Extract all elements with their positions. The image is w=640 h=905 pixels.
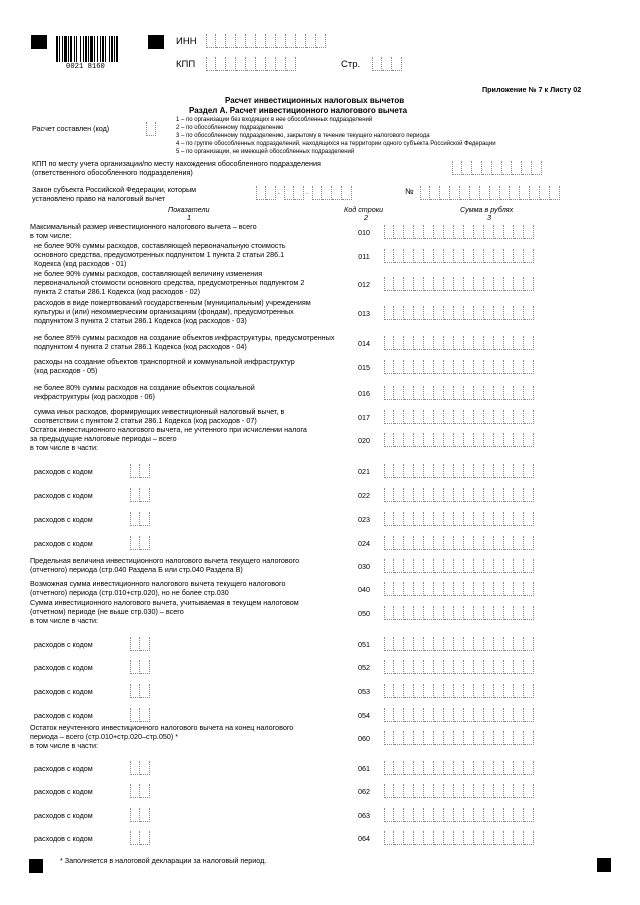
corner-marker-bottom-left <box>29 859 43 873</box>
row-code: 030 <box>358 562 370 571</box>
expense-code-field[interactable] <box>130 637 150 651</box>
row-label: подпунктом 3 пункта 2 статьи 286.1 Кодекса (код расходов - 03) <box>34 316 247 325</box>
corner-marker-top-left <box>31 35 47 49</box>
row-code: 052 <box>358 663 370 672</box>
expense-code-field[interactable] <box>130 660 150 674</box>
row-code: 011 <box>358 252 370 261</box>
sum-field[interactable] <box>384 336 534 350</box>
row-label: расходов с кодом <box>34 640 93 649</box>
row-code: 017 <box>358 413 370 422</box>
col-number-3: 3 <box>487 213 491 222</box>
calc-type-option-4: 4 – по группе обособленных подразделений, находящихся на территории одного субъекта Российской Федерации <box>176 141 496 147</box>
row-label: первоначальной стоимости основного средства, предусмотренных подпунктом 2 <box>34 278 305 287</box>
expense-code-field[interactable] <box>130 488 150 502</box>
row-label: периода – всего (стр.010+стр.020–стр.050) * <box>30 732 179 741</box>
sum-field[interactable] <box>384 536 534 550</box>
row-code: 060 <box>358 734 370 743</box>
kpp-label: КПП <box>176 59 196 70</box>
sum-field[interactable] <box>384 831 534 845</box>
sum-field[interactable] <box>384 708 534 722</box>
row-label: в том числе в части: <box>30 443 98 452</box>
row-label: Остаток инвестиционного налогового вычета, не учтенного при исчислении налога <box>30 425 307 434</box>
row-code: 040 <box>358 585 370 594</box>
row-label: (отчетного) периода (стр.010+стр.020), но не более стр.030 <box>30 587 229 597</box>
row-label: расходы на создание объектов транспортной и коммунальной инфраструктур <box>34 356 295 366</box>
row-code: 015 <box>358 363 370 372</box>
sum-field[interactable] <box>384 306 534 320</box>
sum-field[interactable] <box>384 410 534 424</box>
row-label: не более 80% суммы расходов на создание объектов социальной <box>34 382 255 392</box>
row-label: сумма иных расходов, формирующих инвестиционный налоговый вычет, в <box>34 406 285 416</box>
row-code: 051 <box>358 640 370 649</box>
kpp-field[interactable] <box>206 57 296 71</box>
expense-code-field[interactable] <box>130 684 150 698</box>
sum-field[interactable] <box>384 386 534 400</box>
sum-field[interactable] <box>384 360 534 374</box>
row-label: не более 90% суммы расходов, составляющей величину изменения <box>34 269 263 278</box>
row-code: 024 <box>358 539 370 548</box>
kpp-place-field[interactable] <box>452 161 542 175</box>
calc-type-option-5: 5 – по организации, не имеющей обособленных подразделений <box>176 149 355 155</box>
row-code: 020 <box>358 436 370 445</box>
row-label: в том числе в части: <box>30 616 98 625</box>
row-label: инфраструктуры (код расходов - 06) <box>34 391 155 401</box>
expense-code-field[interactable] <box>130 464 150 478</box>
calc-type-option-1: 1 – по организации без входящих в нее обособленных подразделений <box>176 117 373 123</box>
sum-field[interactable] <box>384 606 534 620</box>
barcode-icon <box>56 36 136 62</box>
row-label: Возможная сумма инвестиционного налогового вычета текущего налогового <box>30 578 286 588</box>
row-label: расходов с кодом <box>34 467 93 476</box>
sum-field[interactable] <box>384 784 534 798</box>
row-code: 062 <box>358 787 370 796</box>
section-title: Раздел А. Расчет инвестиционного налогового вычета <box>189 106 408 115</box>
row-code: 053 <box>358 687 370 696</box>
sum-field[interactable] <box>384 249 534 263</box>
barcode-number: 0021 8160 <box>66 63 105 71</box>
date-separator: . <box>306 187 308 196</box>
sum-field[interactable] <box>384 559 534 573</box>
row-label: расходов с кодом <box>34 834 93 843</box>
row-label: в том числе в части: <box>30 741 98 750</box>
row-code: 050 <box>358 609 370 618</box>
sum-field[interactable] <box>384 637 534 651</box>
sum-field[interactable] <box>384 225 534 239</box>
expense-code-field[interactable] <box>130 708 150 722</box>
expense-code-field[interactable] <box>130 761 150 775</box>
row-label: в том числе: <box>30 230 72 240</box>
sum-field[interactable] <box>384 808 534 822</box>
sum-field[interactable] <box>384 660 534 674</box>
row-label: расходов с кодом <box>34 711 93 720</box>
corner-marker-bottom-right <box>597 858 611 872</box>
row-label: не более 85% суммы расходов на создание объектов инфраструктуры, предусмотренных <box>34 332 335 342</box>
law-date-day[interactable] <box>256 186 276 200</box>
row-code: 013 <box>358 309 370 318</box>
row-label: расходов с кодом <box>34 491 93 500</box>
calc-type-option-2: 2 – по обособленному подразделению <box>176 125 284 131</box>
row-label: подпунктом 4 пункта 2 статьи 286.1 Кодекса (код расходов - 04) <box>34 341 247 351</box>
page-number-field[interactable] <box>372 57 402 71</box>
sum-field[interactable] <box>384 464 534 478</box>
law-number-label: № <box>405 187 414 196</box>
calc-type-option-3: 3 – по обособленному подразделению, закрытому в течение текущего налогового периода <box>176 133 430 139</box>
row-code: 063 <box>358 811 370 820</box>
row-label: (отчетного) периода (стр.040 Раздела Б или стр.040 Раздела В) <box>30 564 243 574</box>
row-label: расходов с кодом <box>34 515 93 524</box>
row-label: расходов с кодом <box>34 687 93 696</box>
row-label: расходов с кодом <box>34 811 93 820</box>
inn-label: ИНН <box>176 36 197 47</box>
sum-field[interactable] <box>384 512 534 526</box>
row-code: 023 <box>358 515 370 524</box>
row-label: не более 90% суммы расходов, составляющей первоначальную стоимость <box>34 241 286 250</box>
sum-field[interactable] <box>384 761 534 775</box>
row-label: расходов в виде пожертвований государственным (муниципальным) учреждениям <box>34 298 311 307</box>
row-code: 014 <box>358 339 370 348</box>
date-separator: . <box>278 187 280 196</box>
row-code: 021 <box>358 467 370 476</box>
row-code: 022 <box>358 491 370 500</box>
kpp-place-label-2: (ответственного обособленного подразделения) <box>32 168 193 177</box>
row-label: расходов с кодом <box>34 663 93 672</box>
calc-type-field[interactable] <box>146 122 156 136</box>
row-label: культуры и (или) некоммерческим организациям (фондам), предусмотренных <box>34 307 294 316</box>
row-label: за предыдущие налоговые периоды – всего <box>30 434 177 443</box>
law-number-field[interactable] <box>420 186 560 200</box>
row-label: основного средства, предусмотренных подпунктом 1 пункта 2 статьи 286.1 <box>34 250 285 259</box>
row-label: соответствии с пунктом 2 статьи 286.1 Кодекса (код расходов - 07) <box>34 415 257 425</box>
row-code: 016 <box>358 389 370 398</box>
law-date-month[interactable] <box>284 186 304 200</box>
page-title: Расчет инвестиционных налоговых вычетов <box>225 96 405 105</box>
sum-field[interactable] <box>384 433 534 447</box>
row-label: (код расходов - 05) <box>34 365 98 375</box>
sum-field[interactable] <box>384 582 534 596</box>
expense-code-field[interactable] <box>130 536 150 550</box>
col-number-1: 1 <box>187 213 191 222</box>
col-header-code: Код строки <box>344 205 384 214</box>
row-code: 012 <box>358 280 370 289</box>
law-date-year[interactable] <box>312 186 352 200</box>
row-code: 061 <box>358 764 370 773</box>
law-label: Закон субъекта Российской Федерации, которым <box>32 185 197 194</box>
calc-type-label: Расчет составлен (код) <box>32 124 110 133</box>
row-label: Предельная величина инвестиционного налогового вычета текущего налогового <box>30 555 300 565</box>
expense-code-field[interactable] <box>130 784 150 798</box>
row-label: расходов с кодом <box>34 539 93 548</box>
law-label-2: установлено право на налоговый вычет <box>32 194 166 203</box>
row-code: 054 <box>358 711 370 720</box>
footnote: * Заполняется в налоговой декларации за налоговый период. <box>60 856 267 865</box>
sum-field[interactable] <box>384 684 534 698</box>
expense-code-field[interactable] <box>130 512 150 526</box>
kpp-place-label: КПП по месту учета организации/по месту нахождения обособленного подразделения <box>32 159 321 168</box>
row-label: пункта 2 статьи 286.1 Кодекса (код расходов - 02) <box>34 287 200 296</box>
row-label: расходов с кодом <box>34 787 93 796</box>
corner-marker-top-mid <box>148 35 164 49</box>
appendix-label: Приложение № 7 к Листу 02 <box>482 85 582 94</box>
row-label: расходов с кодом <box>34 764 93 773</box>
row-code: 064 <box>358 834 370 843</box>
row-label: Остаток неучтенного инвестиционного налогового вычета на конец налогового <box>30 723 294 732</box>
col-header-sum: Сумма в рублях <box>460 205 514 214</box>
inn-field[interactable] <box>206 34 326 48</box>
sum-field[interactable] <box>384 488 534 502</box>
row-label: Максимальный размер инвестиционного налогового вычета – всего <box>30 221 257 231</box>
sum-field[interactable] <box>384 731 534 745</box>
col-number-2: 2 <box>364 213 368 222</box>
row-code: 010 <box>358 228 370 237</box>
row-label: Сумма инвестиционного налогового вычета, учитываемая в текущем налоговом <box>30 598 299 607</box>
col-header-indicators: Показатели <box>168 205 210 214</box>
row-label: Кодекса (код расходов - 01) <box>34 259 127 268</box>
expense-code-field[interactable] <box>130 831 150 845</box>
sum-field[interactable] <box>384 277 534 291</box>
page-label: Стр. <box>341 59 361 70</box>
row-label: (отчетном) периоде (не выше стр.030) – всего <box>30 607 184 616</box>
expense-code-field[interactable] <box>130 808 150 822</box>
